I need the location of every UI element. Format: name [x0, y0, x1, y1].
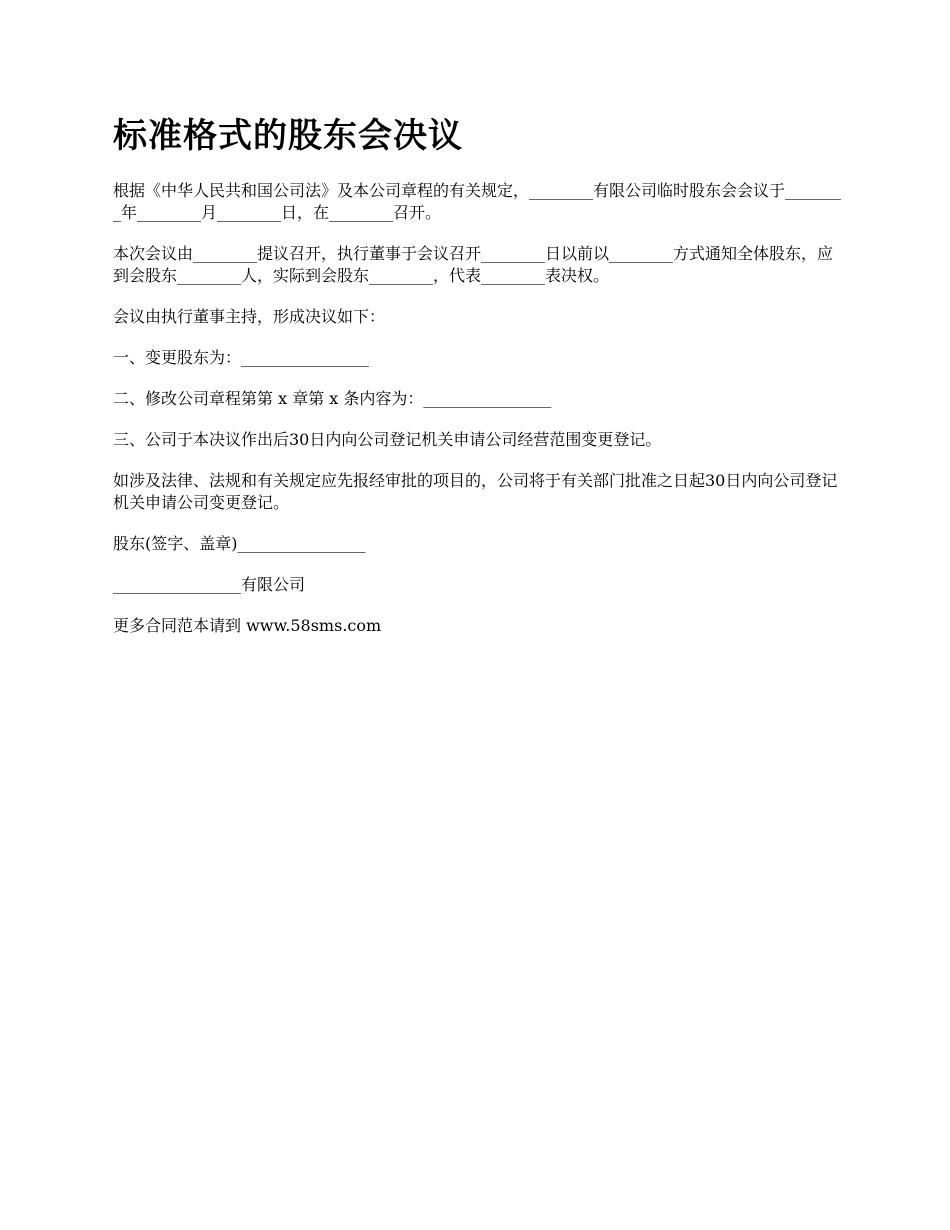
paragraph-approval-note: 如涉及法律、法规和有关规定应先报经审批的项目的，公司将于有关部门批准之日起30日内向公司登记机关申请公司变更登记。 [113, 471, 838, 512]
company-name-line: ________________有限公司 [113, 575, 306, 594]
document-title: 标准格式的股东会决议 [113, 116, 463, 156]
paragraph-meeting-notice: 本次会议由________提议召开，执行董事于会议召开________日以前以________方式通知全体股东，应到会股东________人，实际到会股东________，代表________表决权。 [113, 244, 834, 285]
resolution-item-3: 三、公司于本决议作出后30日内向公司登记机关申请公司经营范围变更登记。 [113, 430, 662, 449]
resolution-item-2: 二、修改公司章程第第 x 章第 x 条内容为：________________ [113, 389, 552, 408]
resolution-item-1: 一、变更股东为：________________ [113, 348, 370, 367]
shareholder-signature-line: 股东(签字、盖章)________________ [113, 534, 366, 553]
document-page [113, 112, 843, 656]
paragraph-meeting-intro: 根据《中华人民共和国公司法》及本公司章程的有关规定，________有限公司临时股东会会议于________年________月________日，在________召开。 [113, 181, 842, 222]
paragraph-resolution-intro: 会议由执行董事主持，形成决议如下： [113, 307, 386, 326]
footer-link-text: 更多合同范本请到 www.58sms.com [113, 616, 382, 635]
